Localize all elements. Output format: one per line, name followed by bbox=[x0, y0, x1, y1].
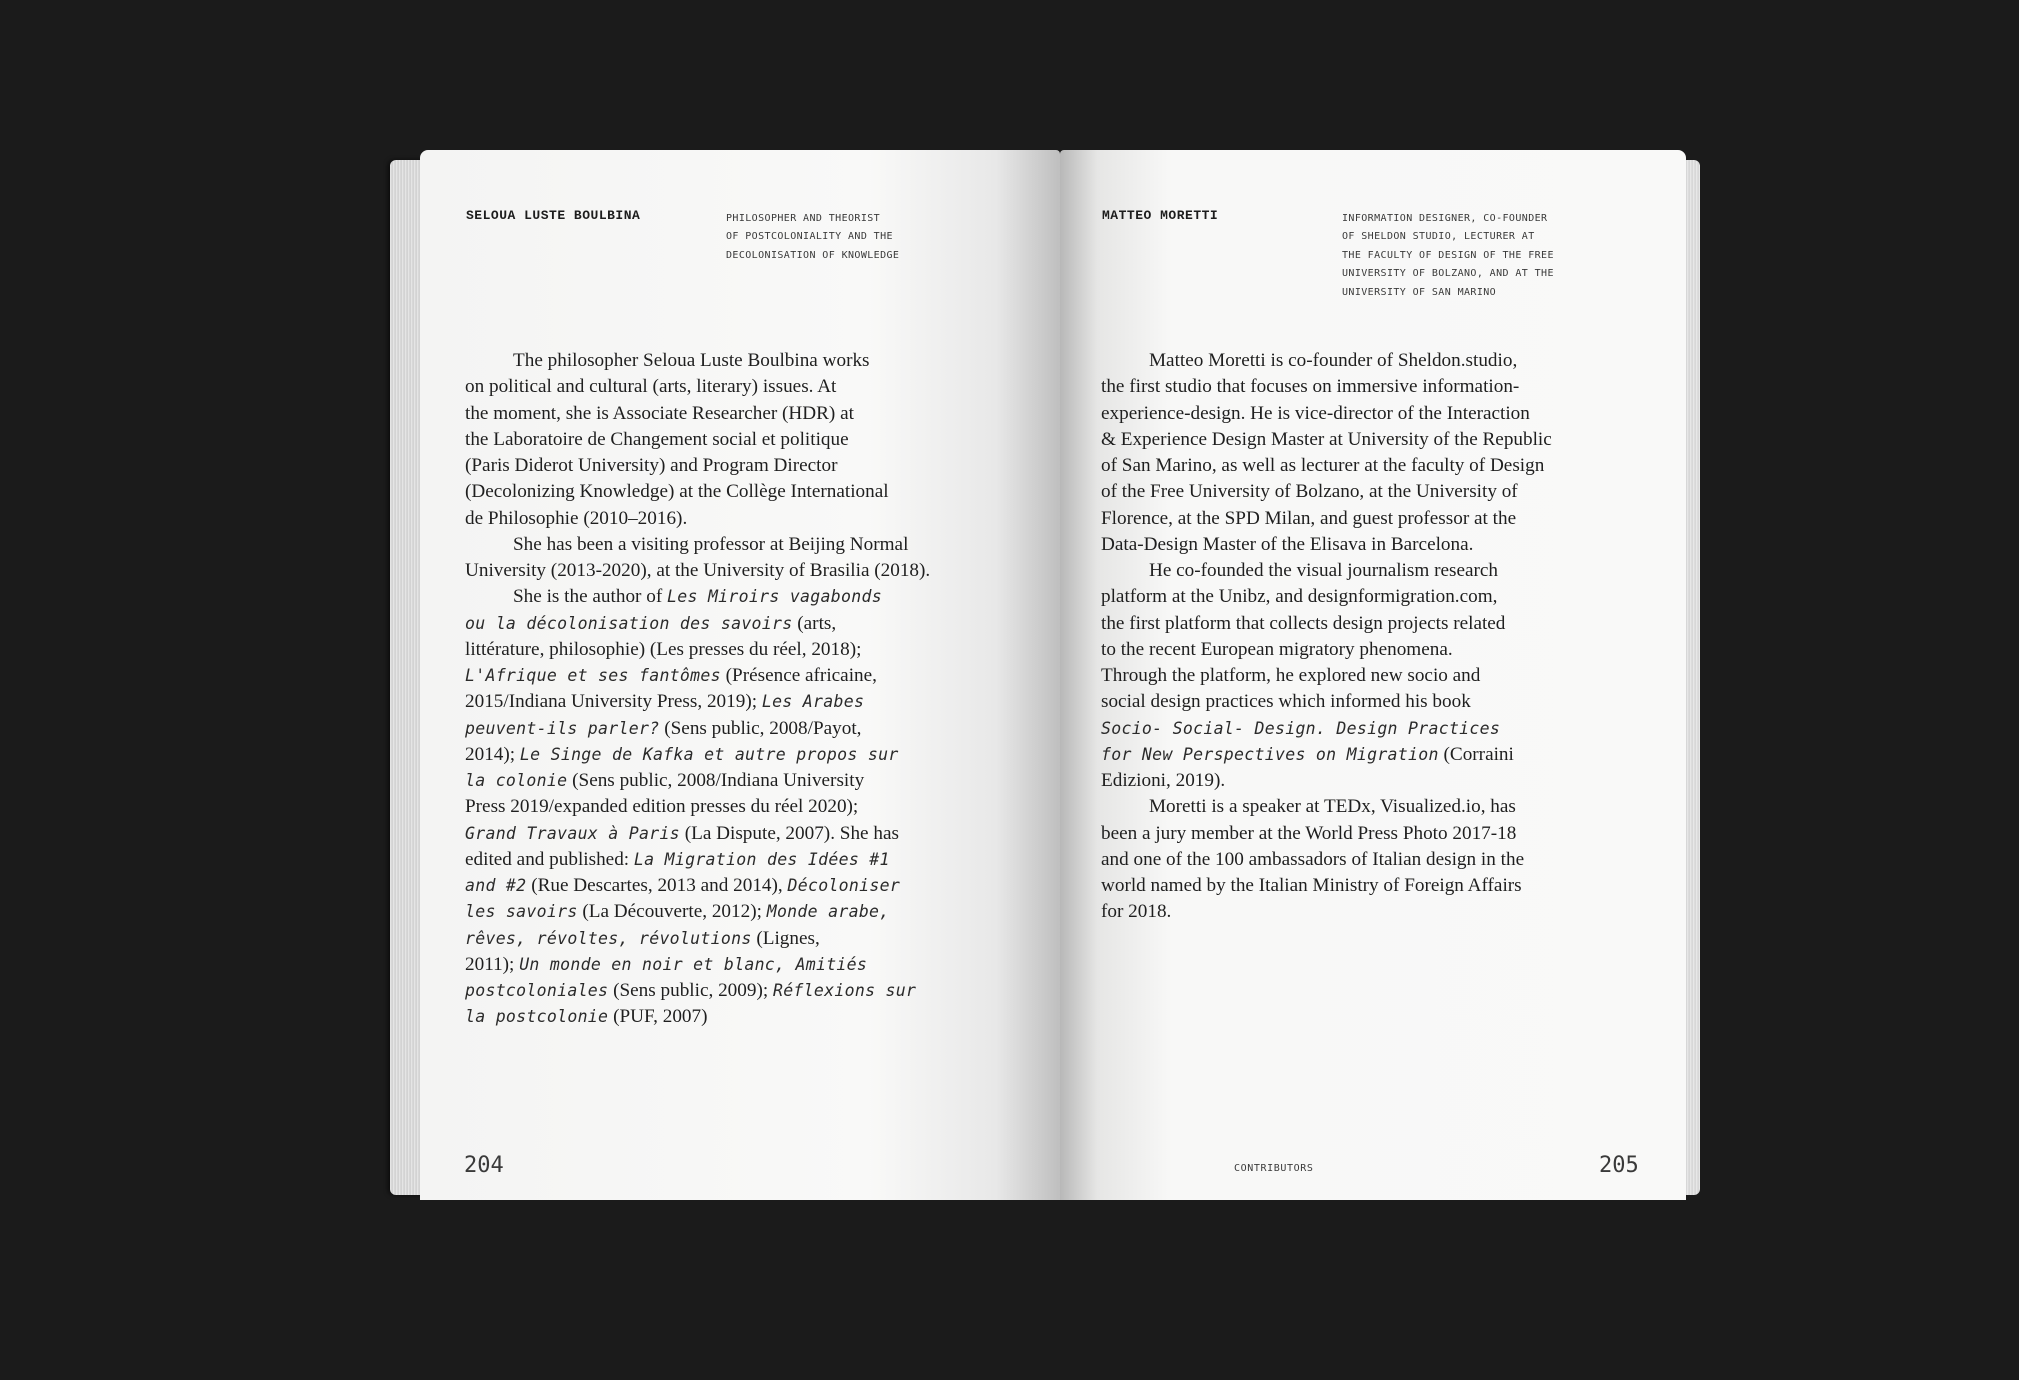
book-title: Les Miroirs vagabonds bbox=[667, 587, 882, 607]
contributor-name: MATTEO MORETTI bbox=[1102, 208, 1219, 223]
text-run: for 2018. bbox=[1101, 901, 1172, 923]
text-line bbox=[465, 401, 1025, 427]
text-run: and one of the 100 ambassadors of Italian design in the bbox=[1101, 848, 1525, 870]
text-run: the first studio that focuses on immersive information- bbox=[1101, 376, 1520, 398]
text-line bbox=[1101, 401, 1661, 427]
text-run: edited and published: bbox=[465, 848, 634, 870]
text-line bbox=[1101, 427, 1661, 453]
role-line: OF SHELDON STUDIO, LECTURER AT bbox=[1342, 231, 1535, 243]
text-line bbox=[465, 637, 1025, 663]
text-run: to the recent European migratory phenomena. bbox=[1101, 638, 1453, 660]
section-label: CONTRIBUTORS bbox=[1234, 1163, 1314, 1174]
role-line: THE FACULTY OF DESIGN OF THE FREE bbox=[1342, 249, 1554, 261]
text-run: Florence, at the SPD Milan, and guest professor at the bbox=[1101, 507, 1517, 529]
text-run: & Experience Design Master at University of the Republic bbox=[1101, 428, 1552, 450]
page-number: 204 bbox=[464, 1153, 504, 1178]
text-run: University (2013-2020), at the University of Brasilia (2018). bbox=[465, 560, 931, 581]
text-run: Data-Design Master of the Elisava in Barcelona. bbox=[1101, 533, 1474, 555]
text-run: experience-design. He is vice-director of the Interaction bbox=[1101, 402, 1530, 424]
left-page bbox=[420, 150, 1060, 1200]
biography-text bbox=[465, 348, 1025, 1031]
text-run: 2011); bbox=[465, 953, 520, 975]
text-line bbox=[465, 978, 1025, 1004]
book-title: la colonie bbox=[465, 771, 568, 790]
book-title: Un monde en noir et blanc, Amitiés bbox=[519, 954, 868, 974]
text-run: platform at the Unibz, and designformigration.com, bbox=[1101, 586, 1498, 608]
text-run: (Sens public, 2009); bbox=[608, 980, 773, 1001]
role-line: INFORMATION DESIGNER, CO-FOUNDER bbox=[1342, 213, 1548, 224]
text-run: (Présence africaine, bbox=[720, 665, 877, 686]
text-run: the moment, she is Associate Researcher (HDR) at bbox=[465, 402, 854, 424]
text-run: (La Découverte, 2012); bbox=[577, 901, 767, 923]
text-run: (Lignes, bbox=[751, 927, 820, 949]
text-run: of San Marino, as well as lecturer at the faculty of Design bbox=[1101, 455, 1545, 476]
text-line bbox=[465, 768, 1025, 794]
text-run: He co-founded the visual journalism research bbox=[1149, 560, 1498, 581]
text-line bbox=[1101, 899, 1661, 925]
text-line bbox=[1101, 742, 1661, 768]
book-title: Socio- Social- Design. Design Practices bbox=[1101, 718, 1501, 738]
text-line bbox=[465, 847, 1025, 873]
text-line bbox=[465, 348, 1025, 374]
open-book-spread bbox=[390, 150, 1700, 1205]
text-line bbox=[465, 532, 1025, 558]
text-line bbox=[465, 794, 1025, 820]
text-line bbox=[1101, 348, 1661, 374]
text-line bbox=[465, 506, 1025, 532]
text-run: Through the platform, he explored new socio and bbox=[1101, 665, 1481, 686]
text-run: Edizioni, 2019). bbox=[1101, 770, 1226, 791]
text-line bbox=[1101, 558, 1661, 584]
text-run: She has been a visiting professor at Beijing Normal bbox=[513, 533, 909, 555]
book-title: ou la décolonisation des savoirs bbox=[465, 613, 793, 633]
text-run: the first platform that collects design projects related bbox=[1101, 612, 1506, 634]
text-line bbox=[465, 821, 1025, 847]
book-title: la postcolonie bbox=[465, 1007, 609, 1027]
text-run: (Sens public, 2008/Indiana University bbox=[567, 770, 865, 791]
text-line bbox=[1101, 873, 1661, 899]
text-line bbox=[465, 558, 1025, 584]
book-title: L'Afrique et ses fantômes bbox=[465, 666, 721, 685]
book-title: La Migration des Idées #1 bbox=[633, 849, 890, 869]
text-line bbox=[465, 952, 1025, 978]
role-line: PHILOSOPHER AND THEORIST bbox=[726, 213, 881, 224]
text-line bbox=[465, 716, 1025, 742]
text-run: 2015/Indiana University Press, 2019); bbox=[465, 691, 762, 713]
book-title: Monde arabe, bbox=[766, 902, 890, 922]
text-line bbox=[1101, 847, 1661, 873]
text-line bbox=[1101, 611, 1661, 637]
text-line bbox=[1101, 768, 1661, 794]
text-line bbox=[1101, 479, 1661, 505]
book-title: for New Perspectives on Migration bbox=[1101, 744, 1439, 764]
text-run: (PUF, 2007) bbox=[608, 1006, 708, 1028]
book-title: les savoirs bbox=[465, 902, 578, 922]
text-line bbox=[1101, 584, 1661, 610]
contributor-role bbox=[1342, 210, 1554, 302]
text-line bbox=[1101, 532, 1661, 558]
right-page bbox=[1060, 150, 1686, 1200]
text-run: of the Free University of Bolzano, at the University of bbox=[1101, 481, 1518, 503]
text-run: social design practices which informed his book bbox=[1101, 691, 1471, 713]
book-title: peuvent-ils parler? bbox=[465, 718, 660, 738]
text-line bbox=[465, 926, 1025, 952]
text-run: 2014); bbox=[465, 743, 520, 765]
text-run: littérature, philosophie) (Les presses du réel, 2018); bbox=[465, 638, 862, 660]
text-run: (Paris Diderot University) and Program Director bbox=[465, 455, 838, 476]
text-run: on political and cultural (arts, literary) issues. At bbox=[465, 376, 837, 398]
text-run: (Decolonizing Knowledge) at the Collège International bbox=[465, 481, 889, 503]
book-title: Les Arabes bbox=[761, 692, 865, 712]
text-run: been a jury member at the World Press Photo 2017-18 bbox=[1101, 822, 1517, 844]
role-line: DECOLONISATION OF KNOWLEDGE bbox=[726, 249, 900, 261]
text-run: (La Dispute, 2007). She has bbox=[679, 822, 899, 844]
text-line bbox=[465, 873, 1025, 899]
text-line bbox=[465, 742, 1025, 768]
text-line bbox=[465, 479, 1025, 505]
text-line bbox=[1101, 453, 1661, 479]
text-run: (Corraini bbox=[1438, 743, 1514, 765]
text-line bbox=[465, 584, 1025, 610]
book-title: Le Singe de Kafka et autre propos sur bbox=[519, 744, 899, 764]
text-run: the Laboratoire de Changement social et politique bbox=[465, 428, 849, 450]
book-title: Grand Travaux à Paris bbox=[465, 823, 680, 843]
role-line: OF POSTCOLONIALITY AND THE bbox=[726, 231, 893, 243]
text-line bbox=[1101, 794, 1661, 820]
text-line bbox=[465, 689, 1025, 715]
book-title: rêves, révoltes, révolutions bbox=[465, 928, 752, 948]
book-title: Décoloniser bbox=[787, 876, 901, 895]
text-run: The philosopher Seloua Luste Boulbina works bbox=[513, 350, 870, 371]
text-run: de Philosophie (2010–2016). bbox=[465, 507, 688, 529]
text-run: (arts, bbox=[792, 612, 837, 634]
text-line bbox=[465, 1004, 1025, 1030]
text-line bbox=[465, 427, 1025, 453]
text-run: Matteo Moretti is co-founder of Sheldon.studio, bbox=[1149, 350, 1518, 371]
text-line bbox=[1101, 663, 1661, 689]
biography-text bbox=[1101, 348, 1661, 926]
role-line: UNIVERSITY OF SAN MARINO bbox=[1342, 286, 1497, 298]
text-line bbox=[1101, 637, 1661, 663]
right-page-edges bbox=[1684, 160, 1700, 1195]
contributor-name: SELOUA LUSTE BOULBINA bbox=[466, 208, 641, 223]
role-line: UNIVERSITY OF BOLZANO, AND AT THE bbox=[1342, 268, 1554, 280]
text-line bbox=[1101, 374, 1661, 400]
text-line bbox=[465, 453, 1025, 479]
text-run: world named by the Italian Ministry of Foreign Affairs bbox=[1101, 875, 1522, 896]
text-line bbox=[465, 899, 1025, 925]
text-run: (Sens public, 2008/Payot, bbox=[659, 717, 862, 739]
text-run: Moretti is a speaker at TEDx, Visualized.io, has bbox=[1149, 796, 1516, 818]
text-line bbox=[465, 611, 1025, 637]
text-line bbox=[1101, 821, 1661, 847]
text-line bbox=[1101, 506, 1661, 532]
page-number: 205 bbox=[1599, 1153, 1639, 1178]
text-line bbox=[465, 374, 1025, 400]
book-title: and #2 bbox=[465, 876, 527, 895]
book-title: Réflexions sur bbox=[772, 981, 917, 1000]
book-title: postcoloniales bbox=[465, 981, 609, 1000]
text-run: Press 2019/expanded edition presses du réel 2020); bbox=[465, 796, 859, 818]
text-line bbox=[1101, 689, 1661, 715]
text-line bbox=[465, 663, 1025, 689]
text-line bbox=[1101, 716, 1661, 742]
text-run: (Rue Descartes, 2013 and 2014), bbox=[526, 875, 788, 896]
text-run: She is the author of bbox=[513, 586, 668, 608]
contributor-role bbox=[726, 210, 899, 265]
